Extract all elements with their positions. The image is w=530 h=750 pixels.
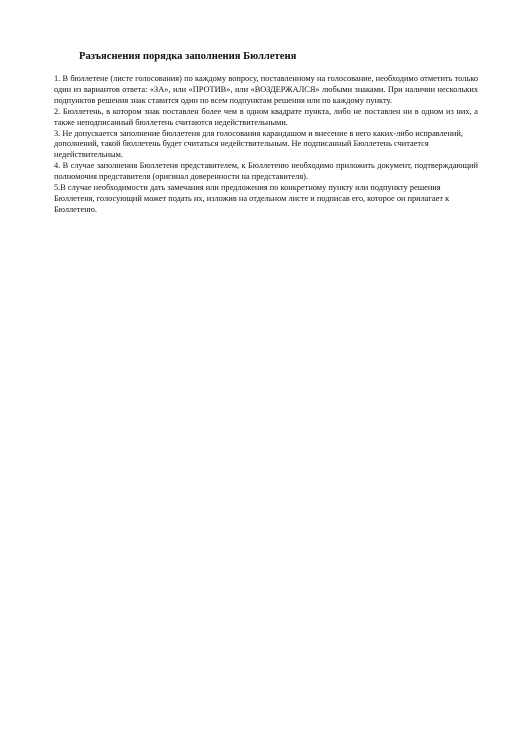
paragraph-3: 3. Не допускается заполнение бюллетеня для голосования карандашом и внесение в него каких-либо исправлений, дополнений, такой бюллетень будет считаться недействительным. Не подписанный Бюллетень считается недействительным. xyxy=(54,128,463,160)
instructions-body xyxy=(54,74,478,216)
paragraph-1: 1. В бюллетене (листе голосования) по каждому вопросу, поставленному на голосование, необходимо отметить только один из вариантов ответа: «ЗА», или «ПРОТИВ», или «ВОЗДЕРЖАЛСЯ» любыми знаками. При наличии нескольких подпунктов решения знак ставится один по всем подпунктам решения или по каждому пункту. xyxy=(54,74,478,105)
page-title: Разъяснения порядка заполнения Бюллетеня xyxy=(79,51,297,62)
paragraph-2: 2. Бюллетень, в котором знак поставлен более чем в одном квадрате пункта, либо не поставлен ни в одном из них, а также неподписанный бюллетень считаются недействительными. xyxy=(54,106,478,127)
paragraph-4: 4. В случае заполнения Бюллетеня представителем, к Бюллетеню необходимо приложить документ, подтверждающий полномочия представителя (оригинал доверенности на представителя). xyxy=(54,161,478,182)
paragraph-5: 5.В случае необходимости дать замечания или предложения по конкретному пункту или подпункту решения Бюллетеня, голосующий может подать их, изложив на отдельном листе и подписав его, которое он прилагает к Бюллетеню. xyxy=(54,183,450,214)
